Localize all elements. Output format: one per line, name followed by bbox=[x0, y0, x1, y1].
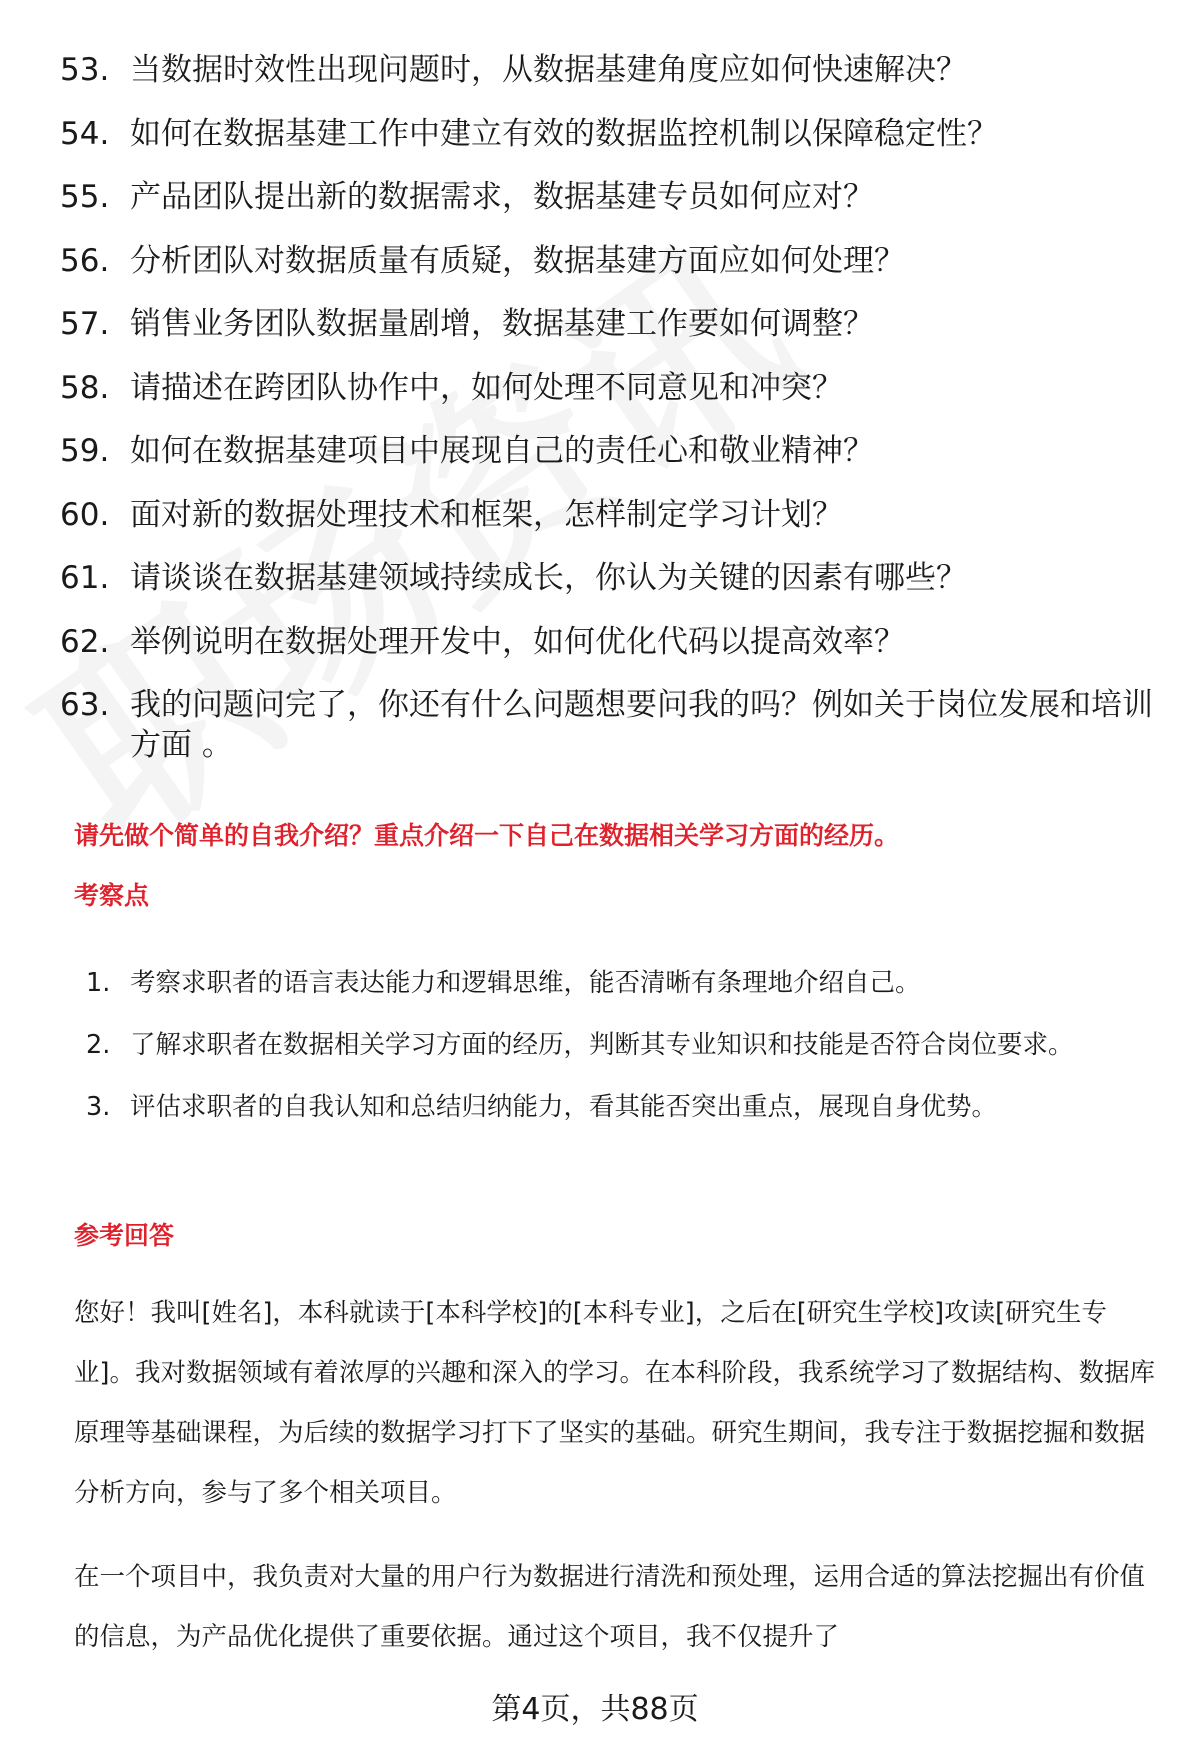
question-number: 59. bbox=[60, 433, 110, 469]
point-number: 2. bbox=[86, 1030, 111, 1060]
question-heading: 请先做个简单的自我介绍？重点介绍一下自己在数据相关学习方面的经历。 bbox=[74, 821, 900, 850]
question-number: 61. bbox=[60, 560, 110, 596]
page-footer: 第4页，共88页 bbox=[491, 1692, 699, 1727]
question-text: 如何在数据基建项目中展现自己的责任心和敬业精神？ bbox=[130, 433, 874, 469]
question-text: 分析团队对数据质量有质疑，数据基建方面应如何处理？ bbox=[130, 242, 905, 279]
point-text: 评估求职者的自我认知和总结归纳能力，看其能否突出重点，展现自身优势。 bbox=[130, 1092, 998, 1122]
list-item bbox=[60, 558, 1160, 598]
question-text: 当数据时效性出现问题时，从数据基建角度应如何快速解决？ bbox=[130, 52, 967, 88]
list-item bbox=[60, 114, 1160, 154]
question-text: 产品团队提出新的数据需求，数据基建专员如何应对？ bbox=[130, 179, 874, 215]
list-item bbox=[60, 622, 1160, 662]
question-text: 请描述在跨团队协作中，如何处理不同意见和冲突？ bbox=[130, 369, 843, 406]
list-item bbox=[60, 368, 1160, 408]
question-text: 如何在数据基建工作中建立有效的数据监控机制以保障稳定性？ bbox=[130, 115, 998, 152]
question-number: 53. bbox=[60, 52, 110, 88]
answer-paragraph: 您好！我叫[姓名]，本科就读于[本科学校]的[本科专业]，之后在[研究生学校]攻读[研究生专业]。我对数据领域有着浓厚的兴趣和深入的学习。在本科阶段，我系统学习了数据结构、数据库原理等基础课程，为后续的数据学习打下了坚实的基础。研究生期间，我专注于数据挖掘和数据分析方向，参与了多个相关项目。 bbox=[74, 1298, 1155, 1508]
question-number: 60. bbox=[60, 496, 110, 533]
question-number: 57. bbox=[60, 306, 110, 342]
question-number: 63. bbox=[60, 687, 110, 723]
exam-points-label: 考察点 bbox=[74, 881, 150, 910]
answer-paragraph: 在一个项目中，我负责对大量的用户行为数据进行清洗和预处理，运用合适的算法挖掘出有价值的信息，为产品优化提供了重要依据。通过这个项目，我不仅提升了 bbox=[74, 1562, 1146, 1652]
list-item bbox=[86, 952, 1161, 1014]
question-text: 举例说明在数据处理开发中，如何优化代码以提高效率？ bbox=[130, 623, 905, 660]
question-number: 62. bbox=[60, 623, 110, 660]
question-number: 55. bbox=[60, 179, 110, 215]
list-item bbox=[60, 304, 1160, 344]
point-text: 了解求职者在数据相关学习方面的经历，判断其专业知识和技能是否符合岗位要求。 bbox=[130, 1030, 1074, 1060]
list-item bbox=[60, 177, 1160, 217]
point-number: 3. bbox=[86, 1092, 111, 1122]
question-text: 我的问题问完了，你还有什么问题想要问我的吗？例如关于岗位发展和培训方面 。 bbox=[130, 687, 1153, 763]
list-item bbox=[60, 241, 1160, 281]
list-item bbox=[86, 1076, 1161, 1138]
exam-points-list bbox=[86, 952, 1161, 1138]
question-text: 销售业务团队数据量剧增，数据基建工作要如何调整？ bbox=[130, 306, 874, 342]
list-item bbox=[60, 495, 1160, 535]
list-item bbox=[86, 1014, 1161, 1076]
question-text: 请谈谈在数据基建领域持续成长，你认为关键的因素有哪些？ bbox=[130, 560, 967, 596]
question-number: 56. bbox=[60, 242, 110, 279]
question-number: 54. bbox=[60, 115, 110, 152]
question-number: 58. bbox=[60, 369, 110, 406]
list-item bbox=[60, 431, 1160, 471]
answer-label: 参考回答 bbox=[74, 1221, 175, 1250]
point-text: 考察求职者的语言表达能力和逻辑思维，能否清晰有条理地介绍自己。 bbox=[130, 968, 921, 998]
list-item bbox=[60, 50, 1160, 90]
question-text: 面对新的数据处理技术和框架，怎样制定学习计划？ bbox=[130, 496, 843, 533]
point-number: 1. bbox=[86, 968, 111, 998]
question-list bbox=[60, 50, 1160, 765]
list-item bbox=[60, 685, 1160, 765]
